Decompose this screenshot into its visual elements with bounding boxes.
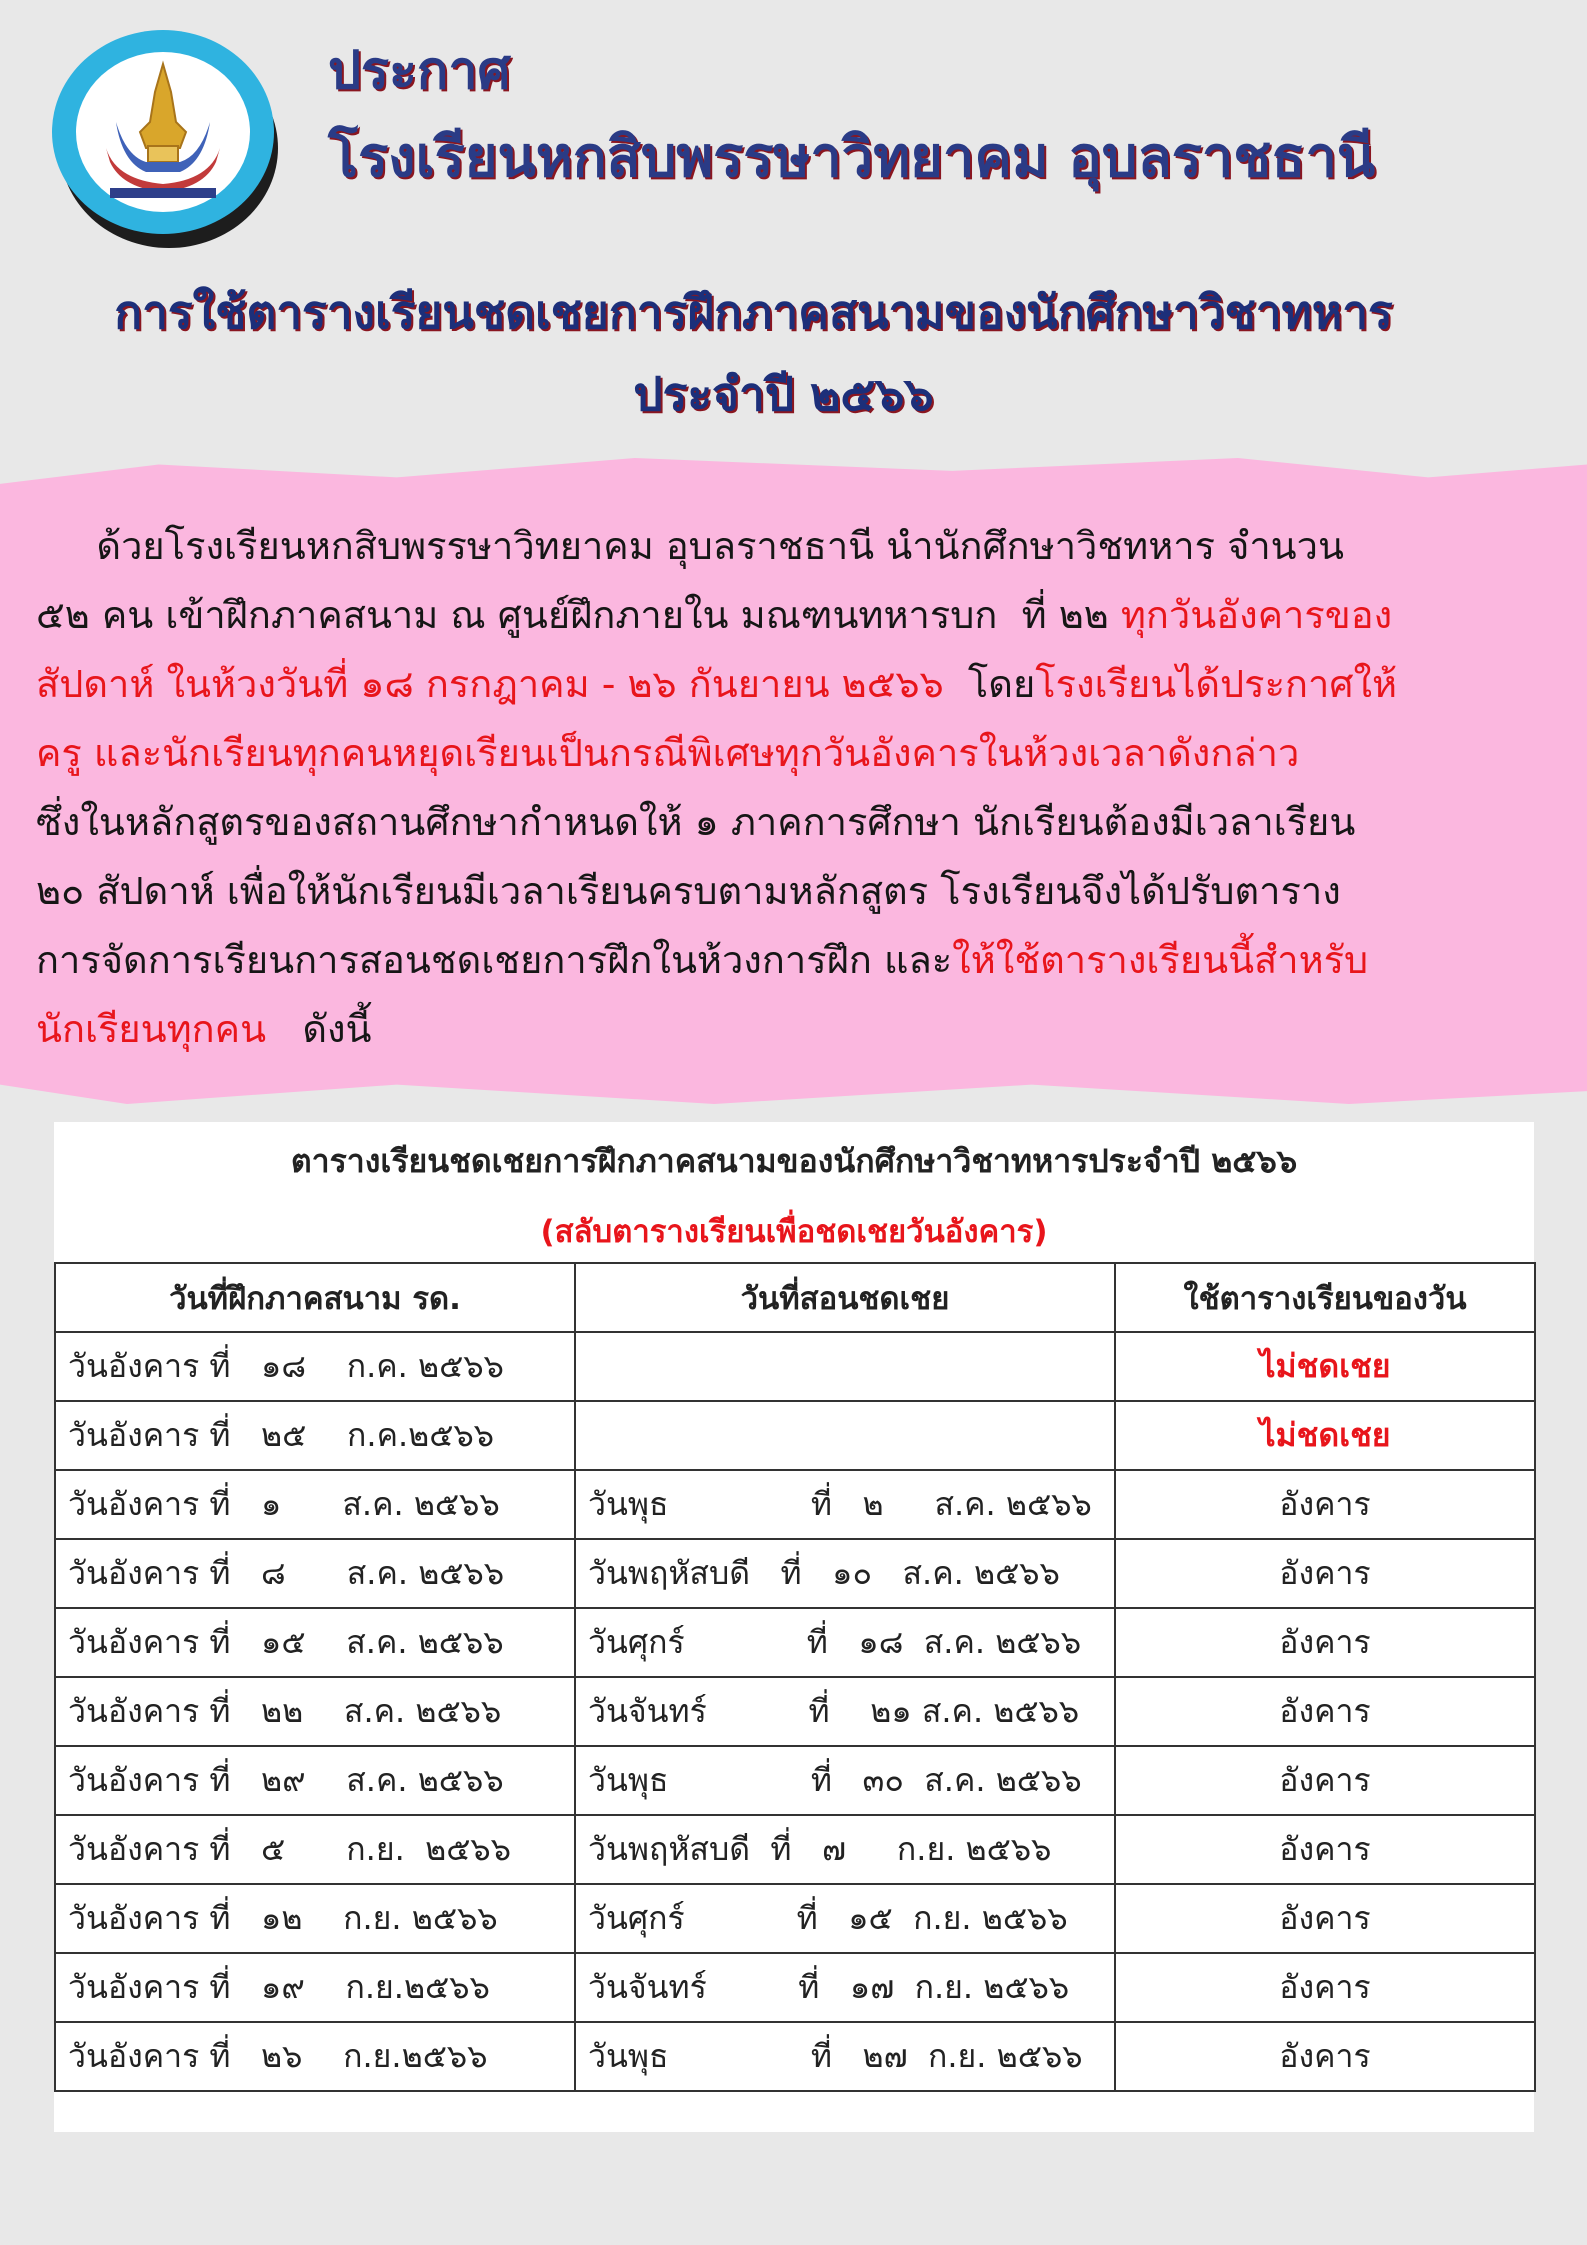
- announcement-text: [36, 512, 1556, 1064]
- makeup-date-cell: วันพุธ ที่ ๒ ส.ค. ๒๕๖๖: [575, 1470, 1115, 1539]
- table-row: [55, 1608, 1535, 1677]
- schedule-subtitle: (สลับตารางเรียนเพื่อชดเชยวันอังคาร): [540, 1214, 1048, 1250]
- document-year: ประจำปี ๒๕๖๖: [633, 367, 934, 421]
- document-title: การใช้ตารางเรียนชดเชยการฝึกภาคสนามของนักศึกษาวิชาทหาร: [114, 285, 1393, 339]
- column-header-use-schedule: ใช้ตารางเรียนของวัน: [1115, 1263, 1535, 1332]
- makeup-date-cell: วันจันทร์ ที่ ๒๑ ส.ค. ๒๕๖๖: [575, 1677, 1115, 1746]
- table-row: [55, 1884, 1535, 1953]
- training-date-cell: วันอังคาร ที่ ๘ ส.ค. ๒๕๖๖: [55, 1539, 575, 1608]
- body-text: ซึ่งในหลักสูตรของสถานศึกษากำหนดให้ ๑ ภาคการศึกษา นักเรียนต้องมีเวลาเรียน: [36, 800, 1356, 844]
- use-schedule-cell: อังคาร: [1115, 1815, 1535, 1884]
- training-date-cell: วันอังคาร ที่ ๒๖ ก.ย.๒๕๖๖: [55, 2022, 575, 2091]
- makeup-date-cell: วันพุธ ที่ ๓๐ ส.ค. ๒๕๖๖: [575, 1746, 1115, 1815]
- table-row: [55, 1746, 1535, 1815]
- highlight-text: ให้ใช้ตารางเรียนนี้สำหรับ: [952, 938, 1369, 982]
- body-text: โดย: [943, 662, 1036, 706]
- makeup-date-cell: วันพุธ ที่ ๒๗ ก.ย. ๒๕๖๖: [575, 2022, 1115, 2091]
- makeup-date-cell: วันพฤหัสบดี ที่ ๗ ก.ย. ๒๕๖๖: [575, 1815, 1115, 1884]
- body-text: การจัดการเรียนการสอนชดเชยการฝึกในห้วงการฝึก และ: [36, 938, 953, 982]
- table-row: [55, 1815, 1535, 1884]
- announcement-label: ประกาศ: [328, 41, 511, 101]
- announcement-line: [36, 788, 1556, 857]
- highlight-text: นักเรียนทุกคน: [36, 1007, 267, 1051]
- announcement-line: [36, 926, 1556, 995]
- table-row: [55, 1401, 1535, 1470]
- makeup-date-cell: วันจันทร์ ที่ ๑๗ ก.ย. ๒๕๖๖: [575, 1953, 1115, 2022]
- highlight-text: สัปดาห์ ในห้วงวันที่ ๑๘ กรกฎาคม - ๒๖ กันยายน ๒๕๖๖: [36, 662, 944, 706]
- use-schedule-cell: อังคาร: [1115, 1884, 1535, 1953]
- table-row: [55, 1677, 1535, 1746]
- makeup-date-cell: [575, 1401, 1115, 1470]
- announcement-line: [36, 650, 1556, 719]
- highlight-text: โรงเรียนได้ประกาศให้: [1035, 662, 1398, 706]
- table-row: [55, 2022, 1535, 2091]
- training-date-cell: วันอังคาร ที่ ๒๒ ส.ค. ๒๕๖๖: [55, 1677, 575, 1746]
- use-schedule-cell: อังคาร: [1115, 1539, 1535, 1608]
- table-row: [55, 1332, 1535, 1401]
- announcement-line: [36, 581, 1556, 650]
- school-emblem-icon: [76, 52, 250, 212]
- announcement-line: [36, 512, 1556, 581]
- use-schedule-cell: อังคาร: [1115, 1470, 1535, 1539]
- training-date-cell: วันอังคาร ที่ ๕ ก.ย. ๒๕๖๖: [55, 1815, 575, 1884]
- training-date-cell: วันอังคาร ที่ ๑๕ ส.ค. ๒๕๖๖: [55, 1608, 575, 1677]
- column-header-training-date: วันที่ฝึกภาคสนาม รด.: [55, 1263, 575, 1332]
- announcement-line: [36, 857, 1556, 926]
- makeup-date-cell: วันศุกร์ ที่ ๑๕ ก.ย. ๒๕๖๖: [575, 1884, 1115, 1953]
- use-schedule-cell: อังคาร: [1115, 2022, 1535, 2091]
- use-schedule-cell: ไม่ชดเชย: [1115, 1401, 1535, 1470]
- use-schedule-cell: อังคาร: [1115, 1677, 1535, 1746]
- highlight-text: ครู และนักเรียนทุกคนหยุดเรียนเป็นกรณีพิเศษทุกวันอังคารในห้วงเวลาดังกล่าว: [36, 731, 1300, 775]
- highlight-text: ทุกวันอังคารของ: [1120, 593, 1393, 637]
- announcement-line: [36, 995, 1556, 1064]
- body-text: ๕๒ คน เข้าฝึกภาคสนาม ณ ศูนย์ฝึกภายใน มณฑนทหารบก ที่ ๒๒: [36, 593, 1121, 637]
- column-header-makeup-date: วันที่สอนชดเชย: [575, 1263, 1115, 1332]
- use-schedule-cell: ไม่ชดเชย: [1115, 1332, 1535, 1401]
- schedule-title: ตารางเรียนชดเชยการฝึกภาคสนามของนักศึกษาวิชาทหารประจำปี ๒๕๖๖: [290, 1142, 1298, 1180]
- table-row: [55, 1953, 1535, 2022]
- training-date-cell: วันอังคาร ที่ ๑๙ ก.ย.๒๕๖๖: [55, 1953, 575, 2022]
- body-text: ด้วยโรงเรียนหกสิบพรรษาวิทยาคม อุบลราชธานี นำนักศึกษาวิชทหาร จำนวน: [36, 524, 1344, 568]
- school-name: โรงเรียนหกสิบพรรษาวิทยาคม อุบลราชธานี: [328, 125, 1376, 190]
- makeup-date-cell: วันศุกร์ ที่ ๑๘ ส.ค. ๒๕๖๖: [575, 1608, 1115, 1677]
- training-date-cell: วันอังคาร ที่ ๑ ส.ค. ๒๕๖๖: [55, 1470, 575, 1539]
- table-row: [55, 1470, 1535, 1539]
- training-date-cell: วันอังคาร ที่ ๒๕ ก.ค.๒๕๖๖: [55, 1401, 575, 1470]
- use-schedule-cell: อังคาร: [1115, 1953, 1535, 2022]
- table-row: [55, 1539, 1535, 1608]
- training-date-cell: วันอังคาร ที่ ๑๒ ก.ย. ๒๕๖๖: [55, 1884, 575, 1953]
- use-schedule-cell: อังคาร: [1115, 1746, 1535, 1815]
- body-text: ๒๐ สัปดาห์ เพื่อให้นักเรียนมีเวลาเรียนครบตามหลักสูตร โรงเรียนจึงได้ปรับตาราง: [36, 869, 1341, 913]
- announcement-line: [36, 719, 1556, 788]
- table-header-row: [55, 1263, 1535, 1332]
- schedule-card: [54, 1122, 1534, 2132]
- body-text: ดังนี้: [266, 1007, 372, 1051]
- training-date-cell: วันอังคาร ที่ ๒๙ ส.ค. ๒๕๖๖: [55, 1746, 575, 1815]
- schedule-table: [54, 1262, 1536, 2092]
- school-logo: [52, 30, 292, 250]
- training-date-cell: วันอังคาร ที่ ๑๘ ก.ค. ๒๕๖๖: [55, 1332, 575, 1401]
- makeup-date-cell: วันพฤหัสบดี ที่ ๑๐ ส.ค. ๒๕๖๖: [575, 1539, 1115, 1608]
- makeup-date-cell: [575, 1332, 1115, 1401]
- use-schedule-cell: อังคาร: [1115, 1608, 1535, 1677]
